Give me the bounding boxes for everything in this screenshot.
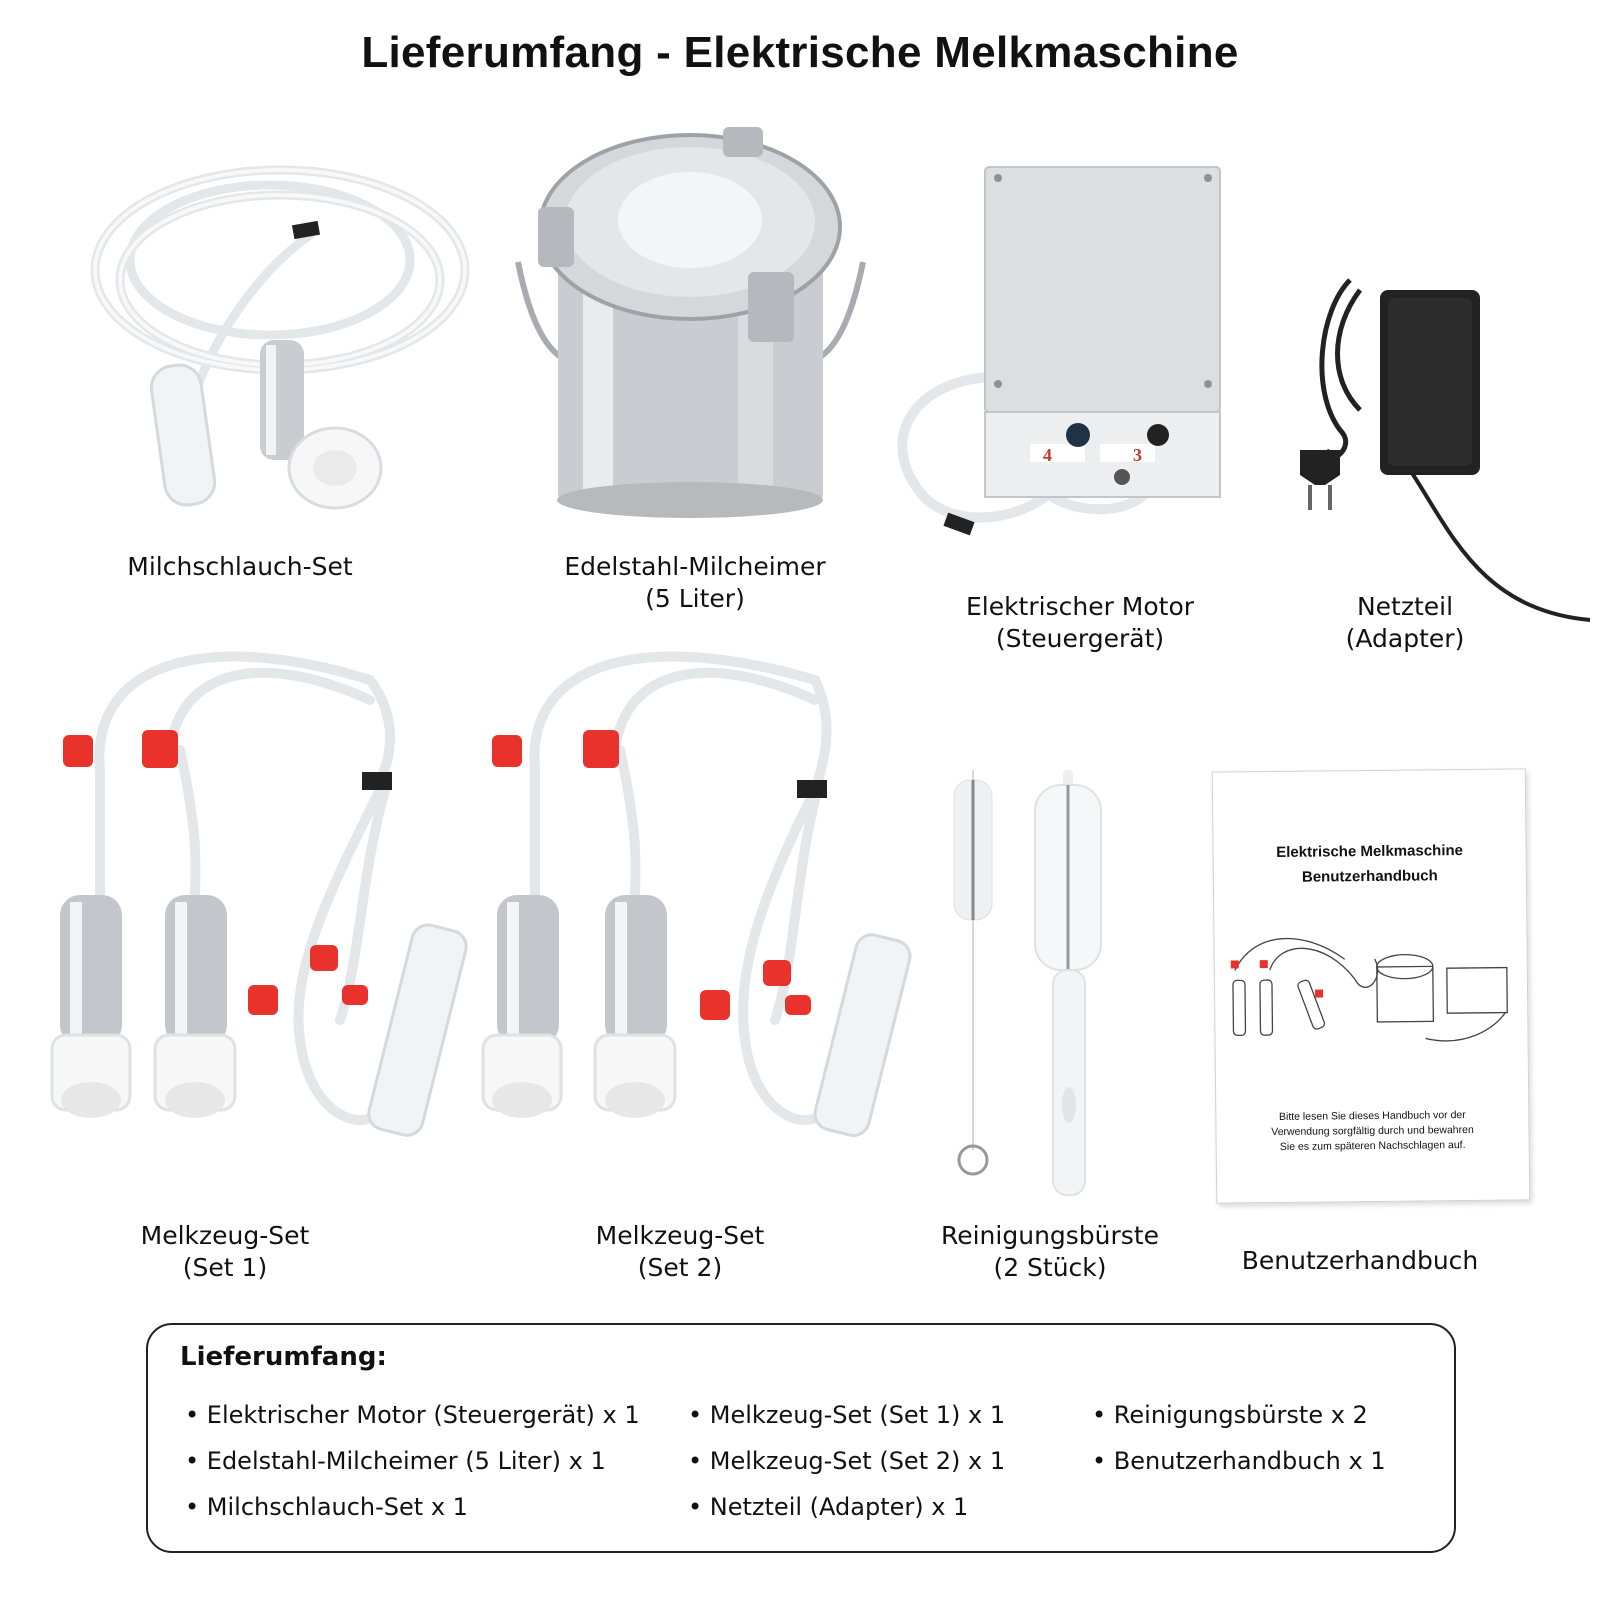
caption-milking-set-1-line2: (Set 1) — [182, 1253, 268, 1282]
caption-milking-set-2-line2: (Set 2) — [637, 1253, 723, 1282]
power-adapter-image — [1300, 270, 1600, 640]
manual-cover-note-1: Bitte lesen Sie dieses Handbuch vor der — [1278, 1109, 1466, 1123]
caption-brush-line1: Reinigungsbürste — [940, 1221, 1160, 1250]
motor-port-3-label: 3 — [1133, 445, 1142, 465]
contents-item: • Elektrischer Motor (Steuergerät) x 1 — [185, 1401, 640, 1429]
page-title: Lieferumfang - Elektrische Melkmaschine — [361, 28, 1239, 77]
caption-manual — [1230, 1245, 1490, 1277]
milking-set-1-image — [30, 640, 480, 1180]
manual-diagram-image — [1214, 917, 1528, 1070]
contents-item: • Melkzeug-Set (Set 1) x 1 — [688, 1401, 1006, 1429]
contents-heading: Lieferumfang: — [180, 1342, 387, 1372]
contents-item: • Netzteil (Adapter) x 1 — [688, 1493, 969, 1521]
hose-set-image — [80, 150, 480, 520]
caption-motor-line2: (Steuergerät) — [995, 624, 1165, 653]
manual-cover-title-1: Elektrische Melkmaschine — [1276, 842, 1464, 861]
caption-milking-set-2-line1: Melkzeug-Set — [595, 1221, 765, 1250]
caption-bucket — [555, 551, 835, 615]
caption-motor-line1: Elektrischer Motor — [965, 592, 1195, 621]
contents-item: • Reinigungsbürste x 2 — [1092, 1401, 1368, 1429]
contents-item: • Edelstahl-Milcheimer (5 Liter) x 1 — [185, 1447, 606, 1475]
motor-port-4-label: 4 — [1043, 445, 1052, 465]
contents-item: • Benutzerhandbuch x 1 — [1092, 1447, 1386, 1475]
milking-set-2-image — [475, 640, 925, 1180]
caption-motor — [945, 591, 1215, 655]
caption-adapter-line1: Netzteil — [1356, 592, 1454, 621]
caption-manual-line1: Benutzerhandbuch — [1241, 1246, 1479, 1275]
manual-cover-title-2: Benutzerhandbuch — [1301, 867, 1438, 886]
contents-column-1 — [185, 1392, 640, 1530]
caption-adapter — [1305, 591, 1505, 655]
manual-cover-note-3: Sie es zum späteren Nachschlagen auf. — [1279, 1139, 1466, 1153]
caption-brush-line2: (2 Stück) — [993, 1253, 1107, 1282]
caption-milking-set-1-line1: Melkzeug-Set — [140, 1221, 310, 1250]
cleaning-brushes-image — [940, 760, 1140, 1200]
contents-column-3 — [1092, 1392, 1386, 1484]
motor-image — [890, 162, 1240, 562]
caption-milking-set-2 — [575, 1220, 785, 1284]
caption-hose-set — [120, 551, 360, 583]
caption-adapter-line2: (Adapter) — [1345, 624, 1465, 653]
caption-bucket-line1: Edelstahl-Milcheimer — [564, 552, 826, 581]
caption-milking-set-1 — [120, 1220, 330, 1284]
contents-item: • Melkzeug-Set (Set 2) x 1 — [688, 1447, 1006, 1475]
caption-hose-set-line1: Milchschlauch-Set — [127, 552, 353, 581]
caption-brush — [925, 1220, 1175, 1284]
caption-bucket-line2: (5 Liter) — [645, 584, 745, 613]
contents-item: • Milchschlauch-Set x 1 — [185, 1493, 468, 1521]
user-manual-cover — [1212, 768, 1531, 1203]
contents-column-2 — [688, 1392, 1005, 1530]
manual-cover-note-2: Verwendung sorgfältig durch und bewahren — [1271, 1123, 1474, 1139]
milk-bucket-image — [508, 122, 878, 522]
